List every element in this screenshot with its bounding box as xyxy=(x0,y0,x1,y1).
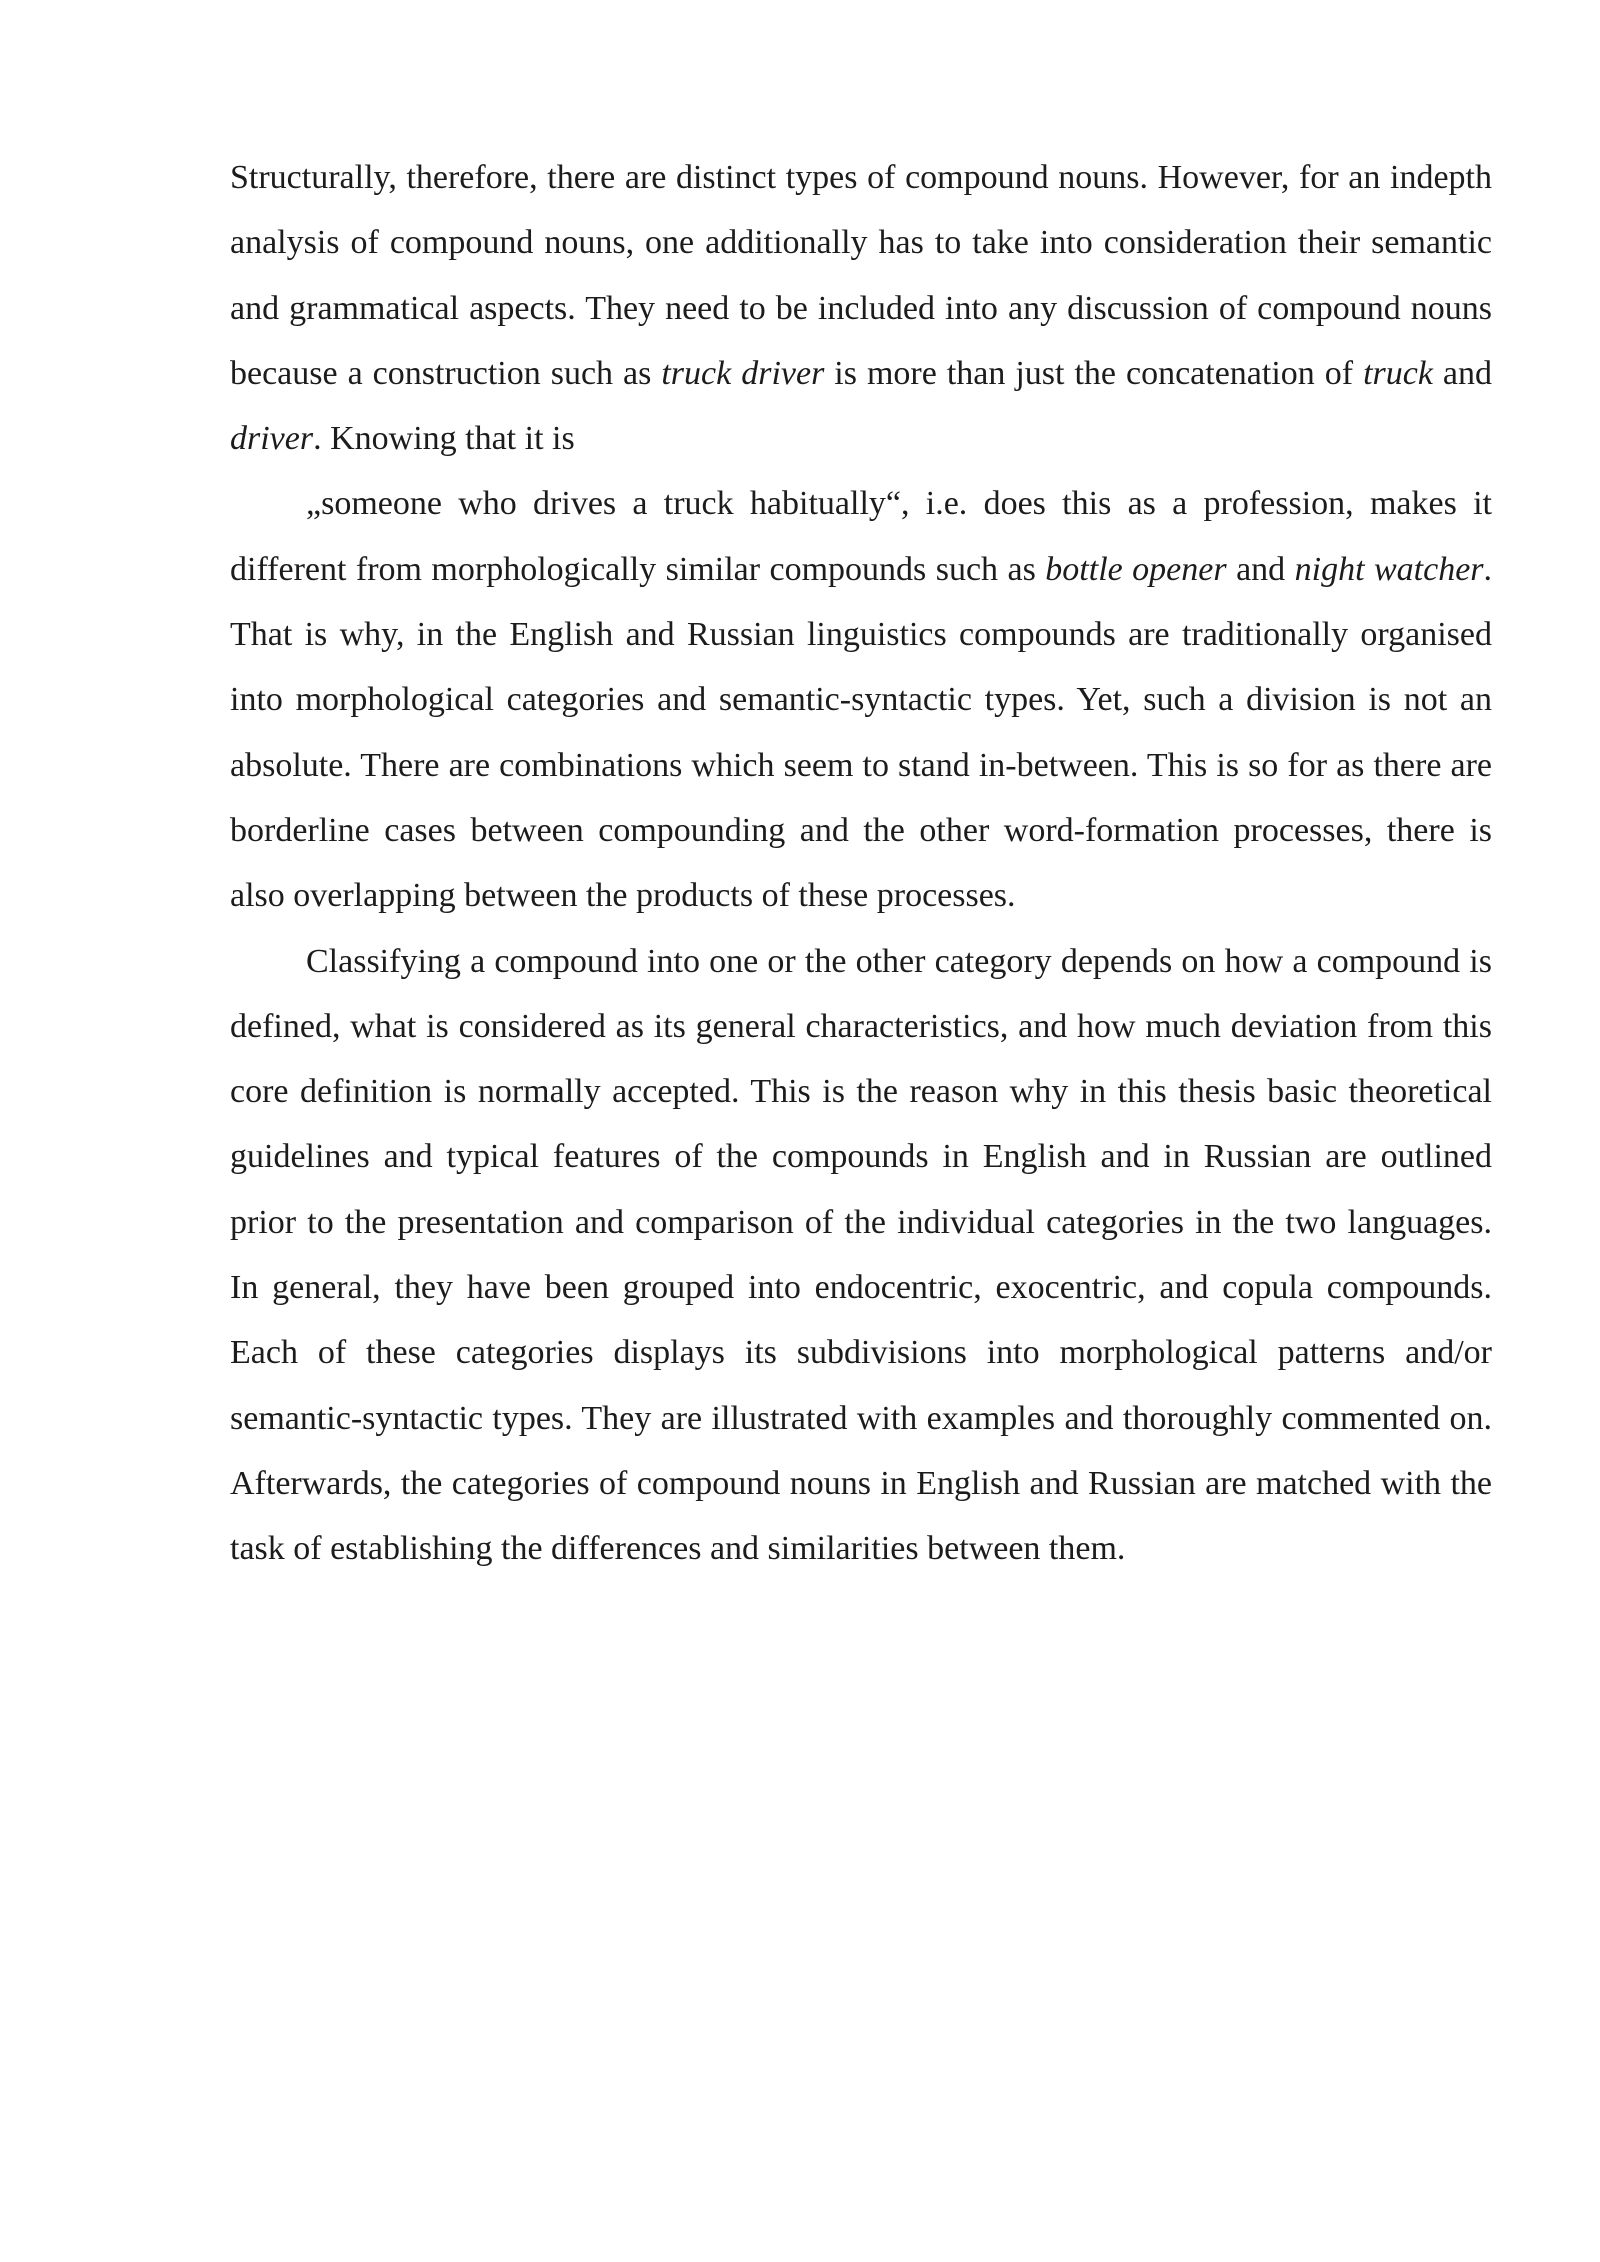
text-run: . That is why, in the English and Russian linguistics compounds are traditionally organised into morphological categories and semantic-syntactic types. Yet, such a division is not an absolute. There are combinations which seem to stand in-between. This is so for as there are borderline cases between compounding and the other word-formation processes, there is also overlapping between the products of these processes. xyxy=(230,550,1493,915)
text-run: Structurally, therefore, there are distinct types of compound nouns. However, for an indepth analysis of compound nouns, one additionally has to take into consideration their semantic and grammatical aspects. They need to be included into any discussion of compound nouns because a construction such as xyxy=(230,159,1492,392)
italic-term-truck: truck xyxy=(1363,354,1433,392)
italic-term-truck-driver: truck driver xyxy=(661,354,825,392)
italic-term-driver: driver xyxy=(230,420,314,458)
text-run: . Knowing that it is xyxy=(313,420,575,458)
text-run: is more than just the concatenation of xyxy=(824,354,1364,392)
text-run: and xyxy=(1226,550,1295,588)
text-run: and xyxy=(1432,354,1493,392)
paragraph-1 xyxy=(230,145,1492,471)
paragraph-2 xyxy=(230,471,1492,928)
italic-term-night-watcher: night watcher xyxy=(1294,550,1484,588)
document-page xyxy=(230,145,1492,1582)
text-run: „someone who drives a truck habitually“, i.e. does this as a profession, makes it different from morphologically similar compounds such as xyxy=(230,485,1492,588)
italic-term-bottle-opener: bottle opener xyxy=(1045,550,1227,588)
paragraph-3 xyxy=(230,929,1492,1582)
text-run: Classifying a compound into one or the other category depends on how a compound is defined, what is considered as its general characteristics, and how much deviation from this core definition is normally accepted. This is the reason why in this thesis basic theoretical guidelines and typical features of the compounds in English and in Russian are outlined prior to the presentation and comparison of the individual categories in the two languages. In general, they have been grouped into endocentric, exocentric, and copula compounds. Each of these categories displays its subdivisions into morphological patterns and/or semantic-syntactic types. They are illustrated with examples and thoroughly commented on. Afterwards, the categories of compound nouns in English and Russian are matched with the task of establishing the differences and similarities between them. xyxy=(230,942,1492,1568)
